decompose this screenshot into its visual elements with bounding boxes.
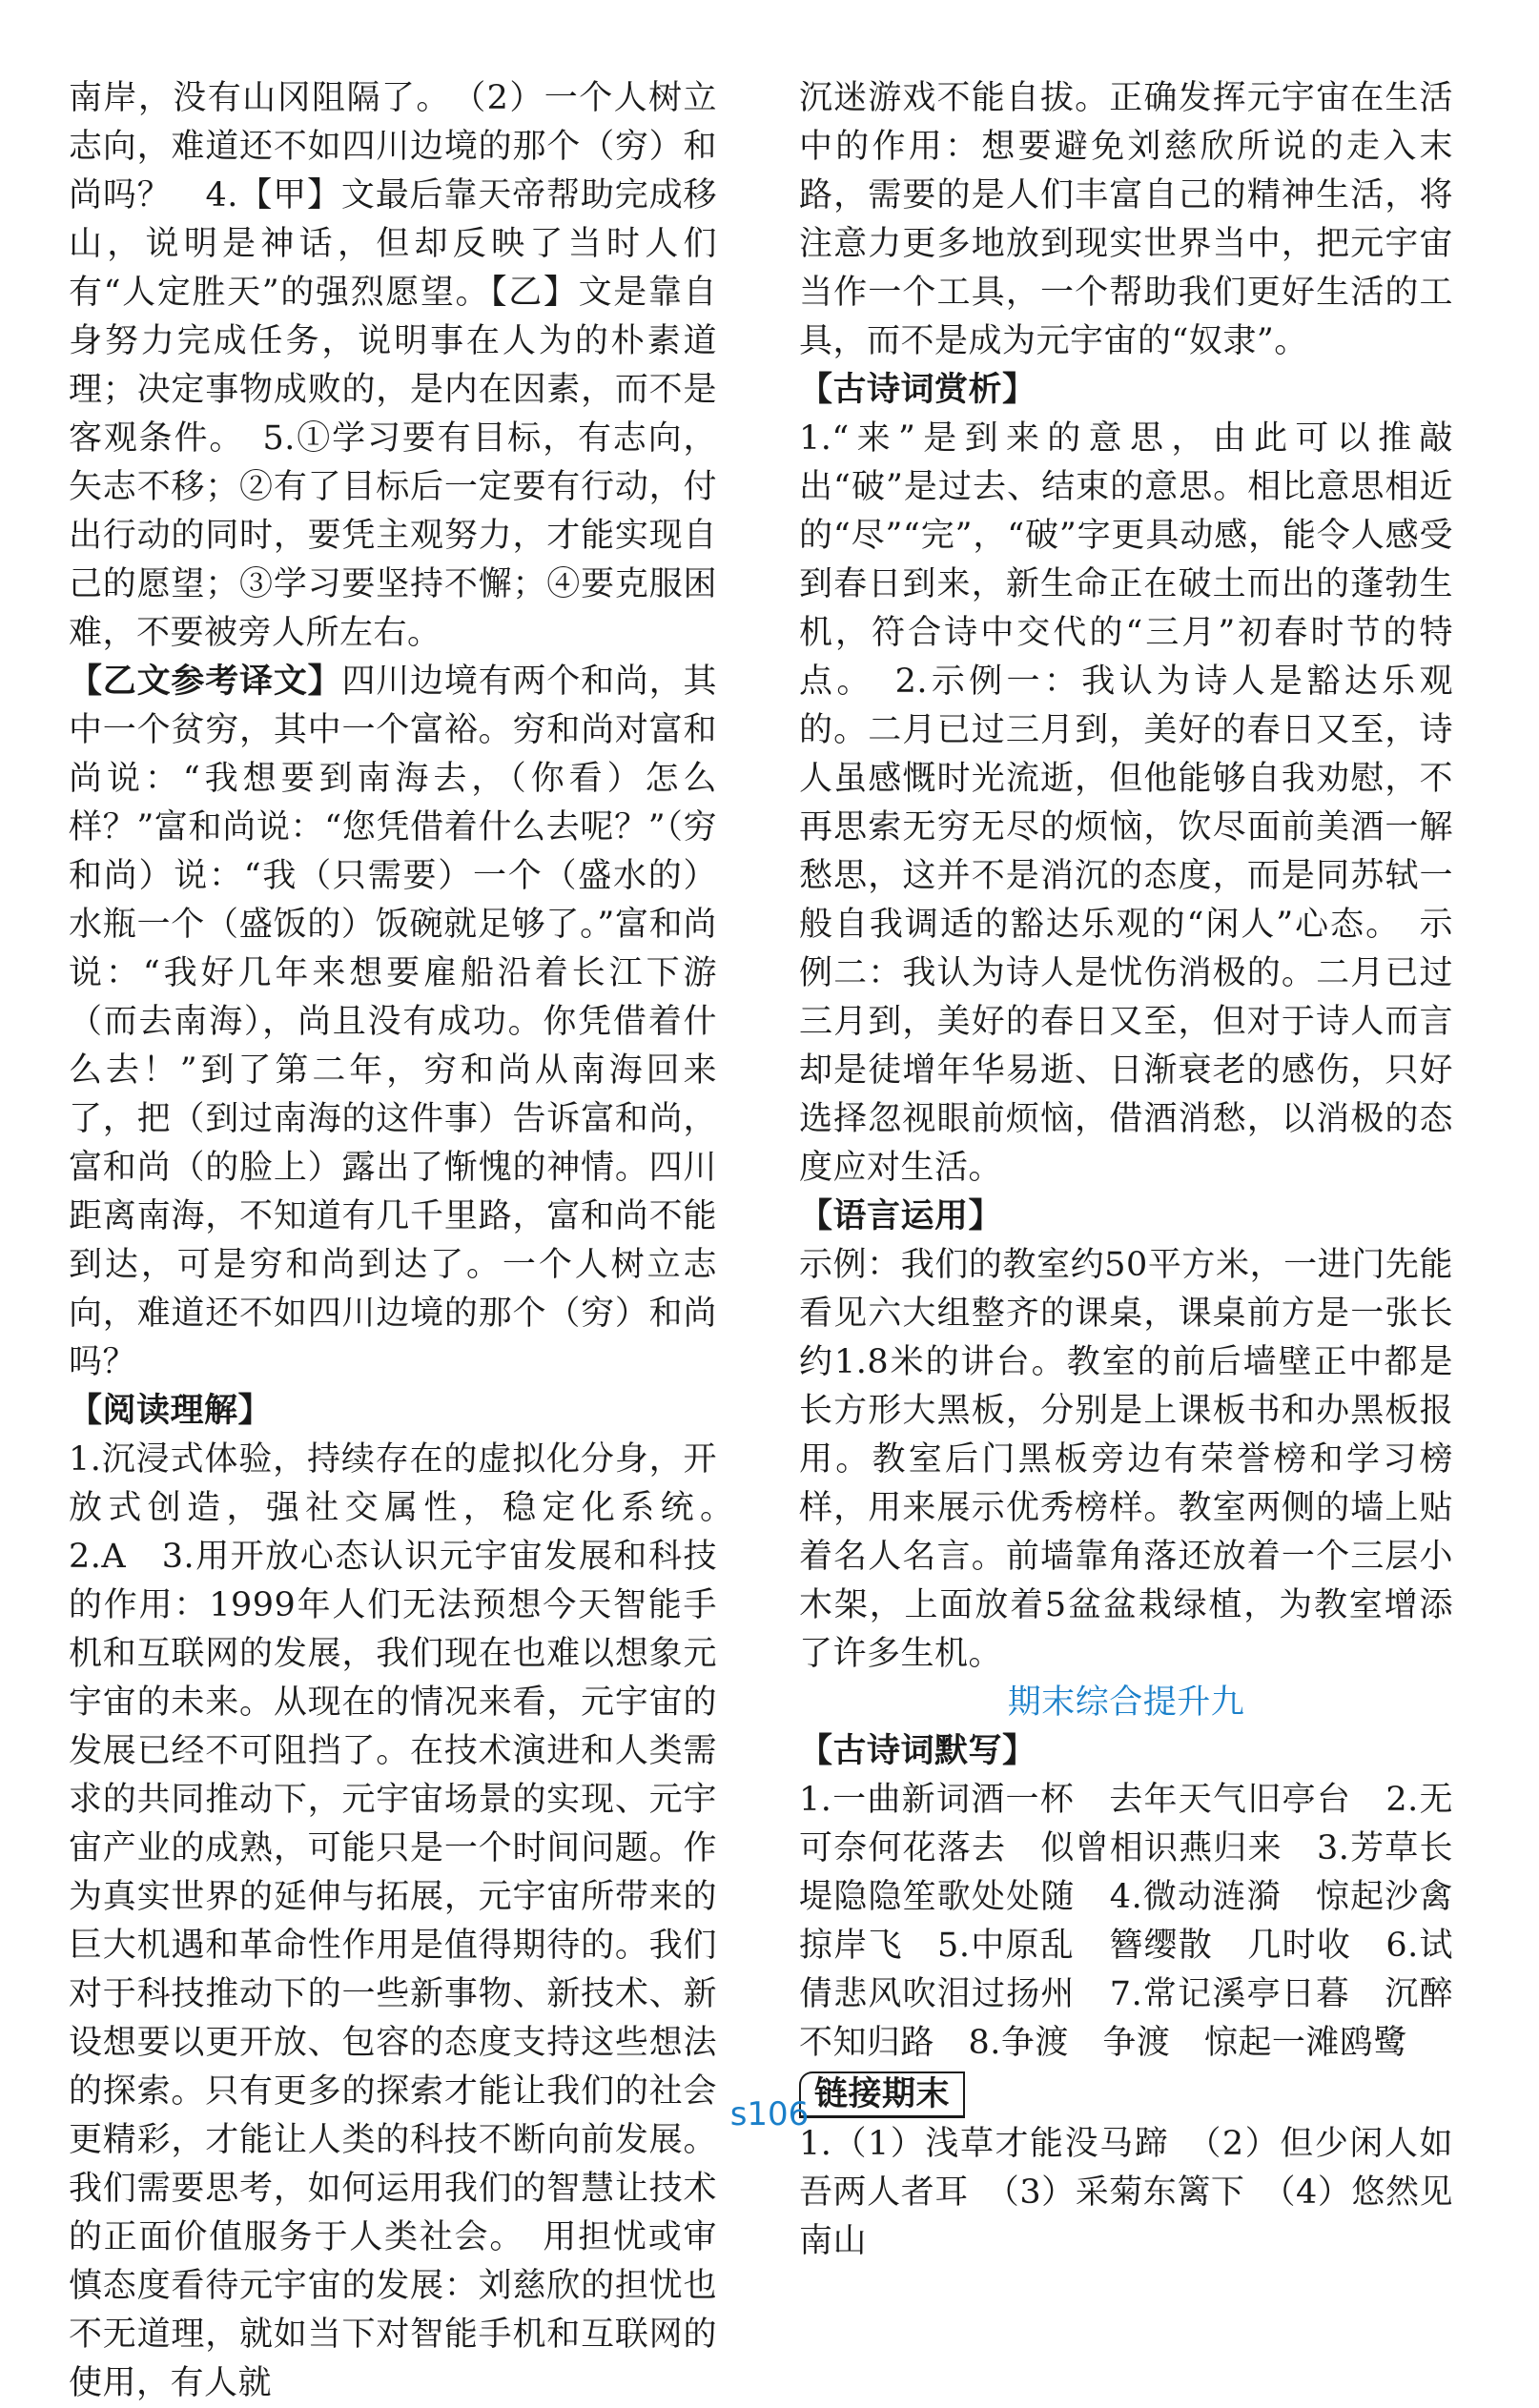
- poem-heading: 【古诗词赏析】: [799, 371, 1036, 409]
- translation-heading: 【乙文参考译文】: [69, 663, 342, 701]
- section-title: 期末综合提升九: [1007, 1684, 1245, 1722]
- dictation-text: 1.一曲新词酒一杯 去年天气旧亭台 2.无可奈何花落去 似曾相识燕归来 3.芳草长堤隐隐笙歌处处随 4.微动涟漪 惊起沙禽掠岸飞 5.中原乱 簪缨散 几时收 6.试倩悲风吹泪过扬州 7.常记溪亭日暮 沉醉不知归路 8.争渡 争渡 惊起一滩鸥鹭: [799, 1781, 1453, 2062]
- translation-paragraph: [69, 658, 717, 1387]
- left-column: [69, 74, 751, 2408]
- answer-continuation: 沉迷游戏不能自拔。正确发挥元宇宙在生活中的作用：想要避免刘慈欣所说的走入末路，需要的是人们丰富自己的精神生活，将注意力更多地放到现实世界当中，把元宇宙当作一个工具，一个帮助我们更好生活的工具，而不是成为元宇宙的“奴隶”。: [799, 79, 1453, 360]
- reading-text: 1.沉浸式体验，持续存在的虚拟化分身，开放式创造，强社交属性，稳定化系统。 2.A 3.用开放心态认识元宇宙发展和科技的作用：1999年人们无法预想今天智能手机和互联网的发展，我们现在也难以想象元宇宙的未来。从现在的情况来看，元宇宙的发展已经不可阻挡了。在技术演进和人类需求的共同推动下，元宇宙场景的实现、元宇宙产业的成熟，可能只是一个时间问题。作为真实世界的延伸与拓展，元宇宙所带来的巨大机遇和革命性作用是值得期待的。我们对于科技推动下的一些新事物、新技术、新设想要以更开放、包容的态度支持这些想法的探索。只有更多的探索才能让我们的社会更精彩，才能让人类的科技不断向前发展。我们需要思考，如何运用我们的智慧让技术的正面价值服务于人类社会。 用担忧或审慎态度看待元宇宙的发展：刘慈欣的担忧也不无道理，就如当下对智能手机和互联网的使用，有人就: [69, 1440, 751, 2402]
- dictation-heading: 【古诗词默写】: [799, 1732, 1036, 1770]
- link-text: 1.（1）浅草才能没马蹄 （2）但少闲人如吾两人者耳 （3）采菊东篱下 （4）悠然见南山: [799, 2125, 1453, 2260]
- answer-paragraph: 南岸，没有山冈阻隔了。 （2）一个人树立志向，难道还不如四川边境的那个（穷）和尚吗？ 4.【甲】文最后靠天帝帮助完成移山，说明是神话，但却反映了当时人们有“人定胜天”的强烈愿望。【乙】文是靠自身努力完成任务，说明事在人为的朴素道理；决定事物成败的，是内在因素，而不是客观条件。 5.①学习要有目标，有志向，矢志不移；②有了目标后一定要有行动，付出行动的同时，要凭主观努力，才能实现自己的愿望；③学习要坚持不懈；④要克服困难，不要被旁人所左右。: [69, 79, 717, 652]
- language-text: 示例：我们的教室约50平方米，一进门先能看见六大组整齐的课桌，课桌前方是一张长约1.8米的讲台。教室的前后墙壁正中都是长方形大黑板，分别是上课板书和办黑板报用。教室后门黑板旁边有荣誉榜和学习榜样，用来展示优秀榜样。教室两侧的墙上贴着名人名言。前墙靠角落还放着一个三层小木架，上面放着5盆盆栽绿植，为教室增添了许多生机。: [799, 1246, 1453, 1673]
- language-heading: 【语言运用】: [799, 1197, 1003, 1235]
- translation-text: 四川边境有两个和尚，其中一个贫穷，其中一个富裕。穷和尚对富和尚说：“我想要到南海去，（你看）怎么样？”富和尚说：“您凭借着什么去呢？”（穷和尚）说：“我（只需要）一个（盛水的）水瓶一个（盛饭的）饭碗就足够了。”富和尚说：“我好几年来想要雇船沿着长江下游（而去南海），尚且没有成功。你凭借着什么去！”到了第二年，穷和尚从南海回来了，把（到过南海的这件事）告诉富和尚，富和尚（的脸上）露出了惭愧的神情。四川距离南海，不知道有几千里路，富和尚不能到达，可是穷和尚到达了。一个人树立志向，难道还不如四川边境的那个（穷）和尚吗？: [69, 663, 717, 1381]
- right-column: [799, 74, 1453, 2266]
- link-heading: 链接期末: [799, 2071, 965, 2118]
- poem-text: 1.“来”是到来的意思，由此可以推敲出“破”是过去、结束的意思。相比意思相近的“尽”“完”，“破”字更具动感，能令人感受到春日到来，新生命正在破土而出的蓬勃生机，符合诗中交代的“三月”初春时节的特点。 2.示例一：我认为诗人是豁达乐观的。二月已过三月到，美好的春日又至，诗人虽感慨时光流逝，但他能够自我劝慰，不再思索无穷无尽的烦恼，饮尽面前美酒一解愁思，这并不是消沉的态度，而是同苏轼一般自我调适的豁达乐观的“闲人”心态。 示例二：我认为诗人是忧伤消极的。二月已过三月到，美好的春日又至，但对于诗人而言却是徒增年华易逝、日渐衰老的感伤，只好选择忽视眼前烦恼，借酒消愁，以消极的态度应对生活。: [799, 419, 1453, 1187]
- reading-heading: 【阅读理解】: [69, 1392, 273, 1430]
- page-number: s106: [729, 2095, 810, 2133]
